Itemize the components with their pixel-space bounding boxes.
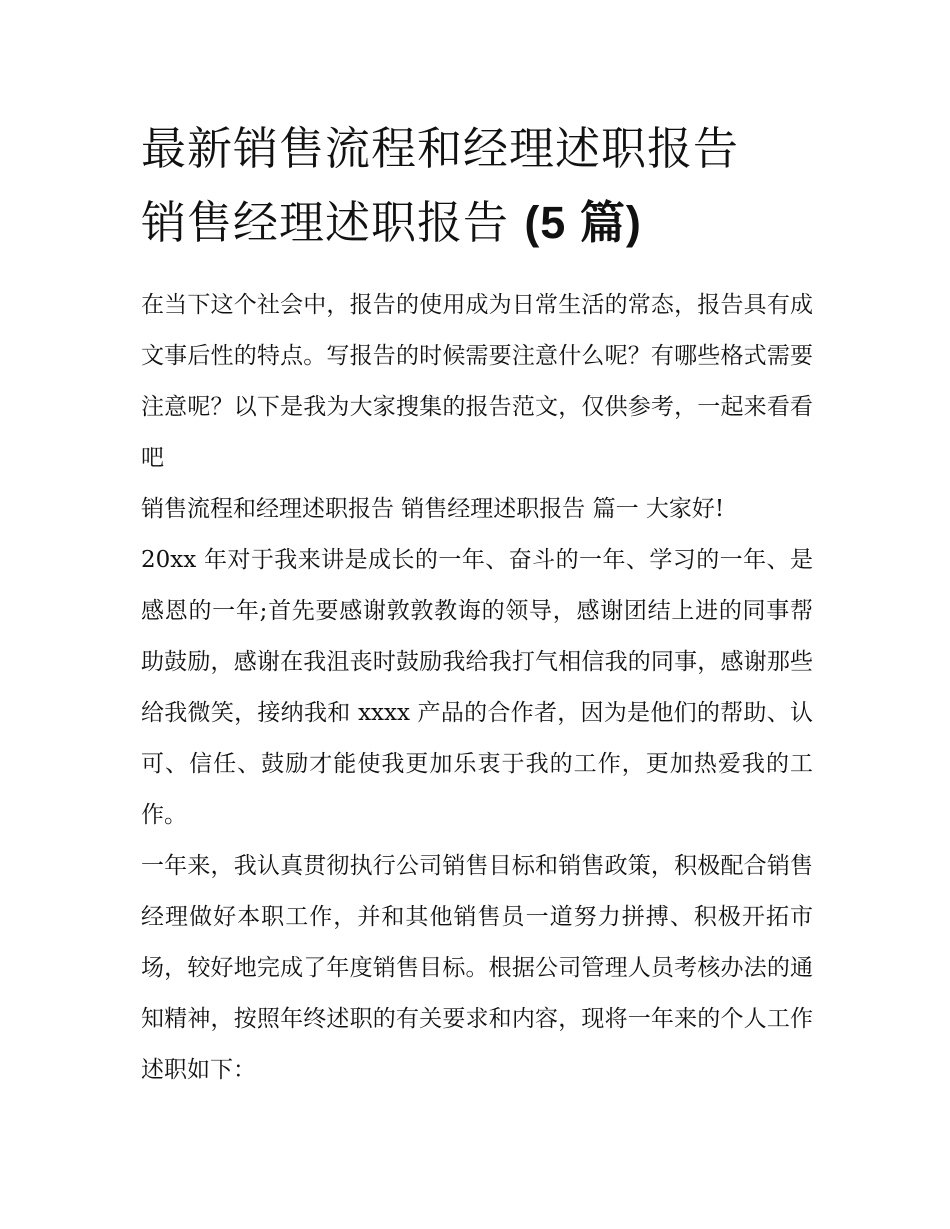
title-count: (5 篇)	[524, 197, 642, 248]
gratitude-paragraph: 20xx 年对于我来讲是成长的一年、奋斗的一年、学习的一年、是感恩的一年;首先要感谢敦敦教诲的领导，感谢团结上进的同事帮助鼓励，感谢在我沮丧时鼓励我给我打气相信我的同事，感谢那些给我微笑，接纳我和 xxxx 产品的合作者，因为是他们的帮助、认可、信任、鼓励才能使我更加乐衷于我的工作，更加热爱我的工作。	[141, 547, 813, 828]
section-heading-paragraph: 销售流程和经理述职报告 销售经理述职报告 篇一 大家好!	[141, 496, 725, 522]
title-line-2: 销售经理述职报告	[141, 196, 525, 249]
work-summary-paragraph: 一年来，我认真贯彻执行公司销售目标和销售政策，积极配合销售经理做好本职工作，并和其他销售员一道努力拼搏、积极开拓市场，较好地完成了年度销售目标。根据公司管理人员考核办法的通知精神，按照年终述职的有关要求和内容，现将一年来的个人工作述职如下：	[141, 853, 813, 1083]
title-line-1: 最新销售流程和经理述职报告	[141, 122, 740, 175]
intro-paragraph: 在当下这个社会中，报告的使用成为日常生活的常态，报告具有成文事后性的特点。写报告的时候需要注意什么呢？有哪些格式需要注意呢？以下是我为大家搜集的报告范文，仅供参考，一起来看看吧	[141, 292, 813, 471]
document-page	[141, 112, 813, 1096]
document-title	[141, 112, 813, 260]
